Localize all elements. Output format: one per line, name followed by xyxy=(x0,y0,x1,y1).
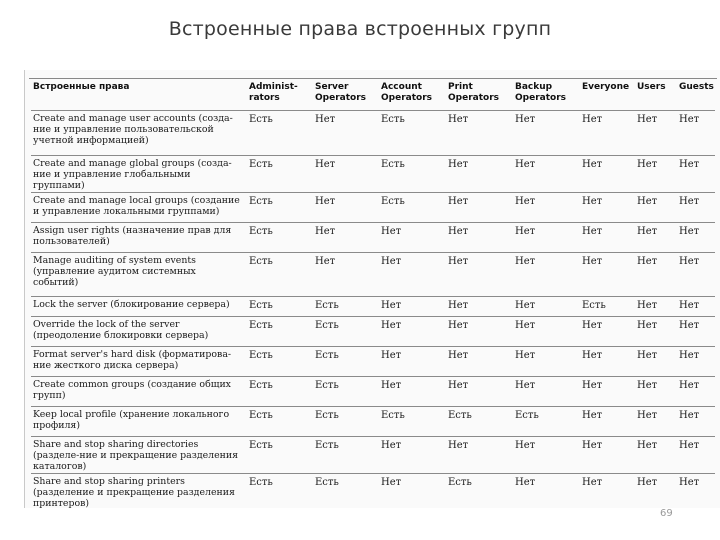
header-text: Server xyxy=(315,82,349,92)
cell-guests: Нет xyxy=(677,297,715,317)
cell-users: Нет xyxy=(635,193,677,223)
cell-users: Нет xyxy=(635,111,677,156)
cell-backup-operators: Нет xyxy=(513,317,580,347)
cell-account-operators: Нет xyxy=(379,317,446,347)
cell-guests: Нет xyxy=(677,193,715,223)
table-row xyxy=(31,437,715,474)
table-header-row xyxy=(31,80,715,111)
right-description: Assign user rights (назначение прав для пользователей) xyxy=(31,223,247,253)
cell-print-operators: Нет xyxy=(446,111,513,156)
header-server-operators xyxy=(313,80,379,111)
right-description: Share and stop sharing printers (разделение и прекращение разделения принтеров) xyxy=(31,474,247,511)
cell-guests: Нет xyxy=(677,407,715,437)
header-everyone xyxy=(580,80,635,111)
cell-backup-operators: Нет xyxy=(513,156,580,193)
header-guests xyxy=(677,80,715,111)
cell-everyone: Нет xyxy=(580,156,635,193)
cell-backup-operators: Есть xyxy=(513,407,580,437)
cell-administrators: Есть xyxy=(247,407,313,437)
table-row xyxy=(31,253,715,297)
cell-administrators: Есть xyxy=(247,193,313,223)
right-description: Share and stop sharing directories (разделе-ние и прекращение разделения каталогов) xyxy=(31,437,247,474)
cell-administrators: Есть xyxy=(247,474,313,511)
cell-backup-operators: Нет xyxy=(513,253,580,297)
table-row xyxy=(31,407,715,437)
table-row xyxy=(31,193,715,223)
cell-administrators: Есть xyxy=(247,111,313,156)
cell-print-operators: Нет xyxy=(446,253,513,297)
cell-print-operators: Есть xyxy=(446,474,513,511)
cell-account-operators: Нет xyxy=(379,474,446,511)
cell-administrators: Есть xyxy=(247,317,313,347)
cell-print-operators: Нет xyxy=(446,297,513,317)
cell-server-operators: Есть xyxy=(313,474,379,511)
cell-account-operators: Нет xyxy=(379,377,446,407)
header-text: rators xyxy=(249,93,280,103)
header-text: Print xyxy=(448,82,473,92)
cell-server-operators: Есть xyxy=(313,317,379,347)
cell-backup-operators: Нет xyxy=(513,377,580,407)
header-text: Встроенные права xyxy=(33,82,130,92)
cell-backup-operators: Нет xyxy=(513,347,580,377)
cell-users: Нет xyxy=(635,437,677,474)
table-row xyxy=(31,474,715,511)
cell-everyone: Нет xyxy=(580,193,635,223)
rights-table xyxy=(31,80,715,510)
cell-backup-operators: Нет xyxy=(513,297,580,317)
table-top-rule xyxy=(29,78,717,79)
header-text: Account xyxy=(381,82,422,92)
header-text: Operators xyxy=(448,93,499,103)
scanned-table-image xyxy=(24,70,720,508)
header-text: Guests xyxy=(679,82,714,92)
cell-everyone: Нет xyxy=(580,437,635,474)
table-row xyxy=(31,297,715,317)
cell-guests: Нет xyxy=(677,317,715,347)
cell-users: Нет xyxy=(635,156,677,193)
header-text: Operators xyxy=(315,93,366,103)
table-row xyxy=(31,111,715,156)
cell-print-operators: Нет xyxy=(446,377,513,407)
header-text: Administ- xyxy=(249,82,298,92)
cell-users: Нет xyxy=(635,253,677,297)
cell-guests: Нет xyxy=(677,111,715,156)
right-description: Create and manage global groups (созда-ние и управление глобальными группами) xyxy=(31,156,247,193)
cell-administrators: Есть xyxy=(247,347,313,377)
cell-server-operators: Есть xyxy=(313,297,379,317)
cell-account-operators: Нет xyxy=(379,223,446,253)
cell-server-operators: Есть xyxy=(313,377,379,407)
cell-server-operators: Нет xyxy=(313,253,379,297)
right-description: Create and manage local groups (создание и управление локальными группами) xyxy=(31,193,247,223)
cell-users: Нет xyxy=(635,297,677,317)
header-account-operators xyxy=(379,80,446,111)
cell-account-operators: Нет xyxy=(379,437,446,474)
cell-account-operators: Есть xyxy=(379,193,446,223)
cell-everyone: Нет xyxy=(580,407,635,437)
cell-account-operators: Есть xyxy=(379,156,446,193)
header-administrators xyxy=(247,80,313,111)
cell-server-operators: Нет xyxy=(313,156,379,193)
cell-print-operators: Нет xyxy=(446,317,513,347)
right-description: Create common groups (создание общих групп) xyxy=(31,377,247,407)
cell-backup-operators: Нет xyxy=(513,437,580,474)
cell-guests: Нет xyxy=(677,223,715,253)
table-row xyxy=(31,377,715,407)
cell-print-operators: Нет xyxy=(446,437,513,474)
cell-administrators: Есть xyxy=(247,156,313,193)
table-row xyxy=(31,317,715,347)
cell-everyone: Нет xyxy=(580,377,635,407)
cell-print-operators: Есть xyxy=(446,407,513,437)
cell-everyone: Нет xyxy=(580,347,635,377)
cell-everyone: Нет xyxy=(580,223,635,253)
table-row xyxy=(31,347,715,377)
cell-backup-operators: Нет xyxy=(513,223,580,253)
right-description: Create and manage user accounts (созда-ние и управление пользовательской учетной информацией) xyxy=(31,111,247,156)
cell-everyone: Нет xyxy=(580,111,635,156)
cell-backup-operators: Нет xyxy=(513,111,580,156)
right-description: Override the lock of the server (преодоление блокировки сервера) xyxy=(31,317,247,347)
header-print-operators xyxy=(446,80,513,111)
cell-guests: Нет xyxy=(677,437,715,474)
header-text: Everyone xyxy=(582,82,630,92)
cell-server-operators: Есть xyxy=(313,437,379,474)
cell-everyone: Есть xyxy=(580,297,635,317)
cell-backup-operators: Нет xyxy=(513,474,580,511)
right-description: Lock the server (блокирование сервера) xyxy=(31,297,247,317)
cell-print-operators: Нет xyxy=(446,347,513,377)
cell-guests: Нет xyxy=(677,347,715,377)
cell-account-operators: Есть xyxy=(379,111,446,156)
right-description: Manage auditing of system events (управление аудитом системных событий) xyxy=(31,253,247,297)
header-text: Users xyxy=(637,82,666,92)
cell-everyone: Нет xyxy=(580,474,635,511)
table-row xyxy=(31,156,715,193)
cell-account-operators: Есть xyxy=(379,407,446,437)
cell-users: Нет xyxy=(635,377,677,407)
cell-administrators: Есть xyxy=(247,253,313,297)
header-builtin-rights xyxy=(31,80,247,111)
cell-administrators: Есть xyxy=(247,377,313,407)
cell-account-operators: Нет xyxy=(379,253,446,297)
page-number: 69 xyxy=(660,508,673,519)
cell-everyone: Нет xyxy=(580,253,635,297)
cell-administrators: Есть xyxy=(247,223,313,253)
cell-users: Нет xyxy=(635,474,677,511)
cell-account-operators: Нет xyxy=(379,297,446,317)
cell-users: Нет xyxy=(635,347,677,377)
cell-users: Нет xyxy=(635,223,677,253)
right-description: Keep local profile (хранение локального профиля) xyxy=(31,407,247,437)
cell-server-operators: Есть xyxy=(313,347,379,377)
cell-users: Нет xyxy=(635,317,677,347)
header-text: Backup xyxy=(515,82,553,92)
header-users xyxy=(635,80,677,111)
slide-title: Встроенные права встроенных групп xyxy=(168,18,552,40)
right-description: Format server's hard disk (форматирова-ние жесткого диска сервера) xyxy=(31,347,247,377)
header-backup-operators xyxy=(513,80,580,111)
cell-print-operators: Нет xyxy=(446,156,513,193)
cell-administrators: Есть xyxy=(247,297,313,317)
cell-guests: Нет xyxy=(677,253,715,297)
cell-guests: Нет xyxy=(677,474,715,511)
cell-server-operators: Есть xyxy=(313,407,379,437)
cell-users: Нет xyxy=(635,407,677,437)
cell-server-operators: Нет xyxy=(313,193,379,223)
cell-print-operators: Нет xyxy=(446,223,513,253)
header-text: Operators xyxy=(381,93,432,103)
cell-print-operators: Нет xyxy=(446,193,513,223)
cell-account-operators: Нет xyxy=(379,347,446,377)
cell-server-operators: Нет xyxy=(313,223,379,253)
cell-guests: Нет xyxy=(677,156,715,193)
cell-backup-operators: Нет xyxy=(513,193,580,223)
cell-server-operators: Нет xyxy=(313,111,379,156)
cell-guests: Нет xyxy=(677,377,715,407)
table-row xyxy=(31,223,715,253)
header-text: Operators xyxy=(515,93,566,103)
cell-everyone: Нет xyxy=(580,317,635,347)
cell-administrators: Есть xyxy=(247,437,313,474)
